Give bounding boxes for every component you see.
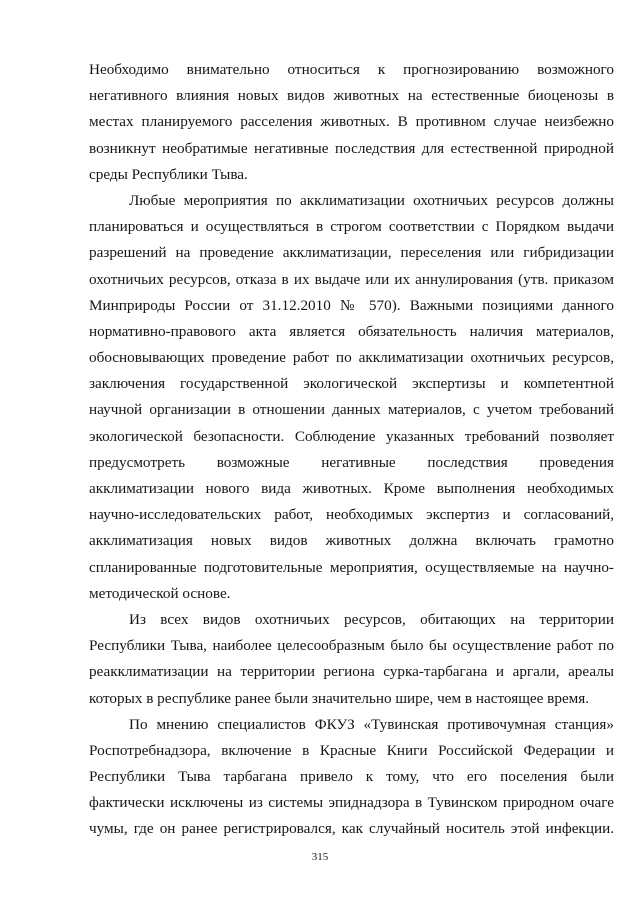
text-line: научно-исследовательских работ, необходимых экспертиз и согласований, — [89, 506, 614, 524]
text-line: акклиматизации нового вида животных. Кроме выполнения необходимых — [89, 480, 614, 497]
text-line: методической основе. — [89, 584, 231, 602]
text-line: предусмотреть возможные негативные последствия проведения — [89, 453, 614, 471]
page-number: 315 — [311, 851, 329, 863]
text-line: акклиматизация новых видов животных должна включать грамотно — [89, 532, 614, 550]
text-line: спланированные подготовительные мероприятия, осуществляемые на научно- — [89, 558, 614, 576]
text-line: реакклиматизации на территории региона сурка-тарбагана и аргали, ареалы — [89, 663, 614, 681]
text-line: негативного влияния новых видов животных на естественные биоценозы в — [89, 87, 614, 105]
text-line: Минприроды России от 31.12.2010 № 570). Важными позициями данного — [89, 296, 614, 314]
text-line: По мнению специалистов ФКУЗ «Тувинская противочумная станция» — [129, 715, 614, 733]
text-line: разрешений на проведение акклиматизации, переселения или гибридизации — [89, 244, 614, 262]
paragraph — [89, 188, 614, 607]
text-line: Республики Тыва тарбагана привело к тому, что его поселения были — [89, 768, 614, 786]
text-line: Роспотребнадзора, включение в Красные Книги Российской Федерации и — [89, 741, 614, 759]
text-line: возникнут необратимые негативные последствия для естественной природной — [89, 139, 614, 157]
text-line: заключения государственной экологической экспертизы и компетентной — [89, 375, 614, 393]
text-line: планироваться и осуществляться в строгом соответствии с Порядком выдачи — [89, 218, 614, 236]
text-line: научной организации в отношении данных материалов, с учетом требований — [89, 401, 614, 419]
paragraph — [89, 607, 614, 712]
paragraph — [89, 712, 614, 843]
text-line: фактически исключены из системы эпиднадзора в Тувинском природном очаге — [89, 794, 614, 812]
text-line: местах планируемого расселения животных. В противном случае неизбежно — [89, 113, 614, 131]
text-line: Из всех видов охотничьих ресурсов, обитающих на территории — [129, 610, 614, 628]
text-line: Необходимо внимательно относиться к прогнозированию возможного — [89, 61, 614, 78]
text-line: среды Республики Тыва. — [89, 165, 248, 183]
paragraph — [89, 57, 614, 188]
text-line: нормативно-правового акта является обязательность наличия материалов, — [89, 322, 614, 340]
text-line: охотничьих ресурсов, отказа в их выдаче или их аннулирования (утв. приказом — [89, 270, 614, 288]
text-line: обосновывающих проведение работ по акклиматизации охотничьих ресурсов, — [89, 349, 614, 367]
text-line: чумы, где он ранее регистрировался, как случайный носитель этой инфекции. — [89, 820, 614, 838]
text-line: которых в республике ранее были значительно шире, чем в настоящее время. — [89, 689, 590, 707]
text-line: экологической безопасности. Соблюдение указанных требований позволяет — [89, 427, 614, 445]
text-line: Любые мероприятия по акклиматизации охотничьих ресурсов должны — [129, 191, 614, 209]
document-body — [89, 57, 614, 843]
text-line: Республики Тыва, наиболее целесообразным было бы осуществление работ по — [89, 637, 614, 655]
